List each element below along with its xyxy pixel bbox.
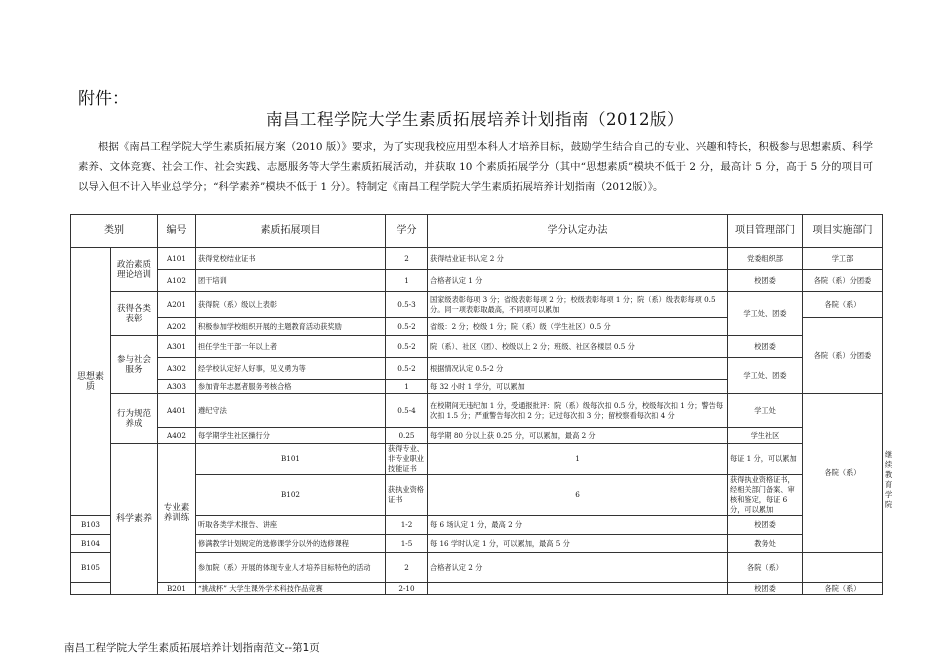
- row-impl: 各院（系）: [803, 583, 883, 595]
- row-manage: 学工处、团委: [728, 292, 803, 336]
- row-impl: 学工部: [803, 248, 883, 270]
- row-impl: 各院（系）: [803, 394, 883, 553]
- row-credit: 2: [386, 248, 428, 270]
- table-row: [71, 358, 883, 380]
- row-manage: 学工处: [728, 394, 803, 428]
- row-item: 担任学生干部一年以上者: [196, 336, 386, 358]
- subcategory-shehui: 参与社会服务: [111, 336, 158, 394]
- row-method: 根据情况认定 0.5-2 分: [428, 358, 728, 380]
- row-item: 获得专业、非专业职业技能证书: [386, 444, 428, 475]
- table-row: [71, 292, 883, 318]
- row-method: [428, 583, 728, 595]
- row-manage: 教务处: [728, 535, 803, 553]
- row-method: 在校期间无违纪加 1 分，受通报批评：院（系）级每次扣 0.5 分，校级每次扣 1 分；警告每次扣 1.5 分；严重警告每次扣 2 分；记过每次扣 3 分；留校察看每次扣 4 分: [428, 394, 728, 428]
- row-method: 院（系）、社区（团）、校级以上 2 分；班级、社区各楼层 0.5 分: [428, 336, 728, 358]
- empty-cell: [71, 583, 111, 595]
- row-credit: 0.5-3: [386, 292, 428, 318]
- row-method: 获得结业证书认定 2 分: [428, 248, 728, 270]
- row-method: 获得执业资格证书，经相关部门备案、审核和鉴定，每证 6 分，可以累加: [728, 475, 803, 516]
- row-credit: 0.5-2: [386, 358, 428, 380]
- row-code: A202: [158, 318, 196, 336]
- row-item: 参加青年志愿者服务考核合格: [196, 380, 386, 394]
- row-manage: 校团委: [728, 336, 803, 358]
- row-item: 经学校认定好人好事，见义勇为等: [196, 358, 386, 380]
- row-manage: 党委组织部: [728, 248, 803, 270]
- row-item: 听取各类学术报告、讲座: [196, 516, 386, 535]
- row-code: A101: [158, 248, 196, 270]
- category-sixiang: 思想素质: [71, 248, 111, 516]
- row-method: 每 16 学时认定 1 分，可以累加，最高 5 分: [428, 535, 728, 553]
- row-credit: 6: [428, 475, 728, 516]
- row-impl: 各院（系）: [803, 292, 883, 318]
- table-row: [71, 428, 883, 444]
- row-manage: 校团委: [728, 583, 803, 595]
- row-code: A102: [158, 270, 196, 292]
- header-code: 编号: [158, 215, 196, 248]
- table-row: [71, 336, 883, 358]
- row-code: A201: [158, 292, 196, 318]
- row-credit: 0.5-2: [386, 336, 428, 358]
- table-row: [71, 583, 883, 595]
- subcategory-biaozhang: 获得各类表彰: [111, 292, 158, 336]
- row-method: 合格者认定 2 分: [428, 553, 728, 583]
- row-code: A401: [158, 394, 196, 428]
- row-manage: 校团委: [728, 270, 803, 292]
- row-manage: 各院（系）: [728, 553, 803, 583]
- row-manage: 学工处、团委: [728, 358, 803, 394]
- row-code: A303: [158, 380, 196, 394]
- intro-paragraph: 根据《南昌工程学院大学生素质拓展方案（2010 版）》要求，为了实现我校应用型本科人才培养目标，鼓励学生结合自己的专业、兴趣和特长，积极参与思想素质、科学素养、文体竞赛、社会工作、社会实践、志愿服务等大学生素质拓展活动，并获取 10 个素质拓展学分（其中“思想素质”模块不低于 2 分，最高计 5 分，高于 5 分的项目可以导入但不计入毕业总学分；“科学素养”模块不低于 1 分）。特制定《南昌工程学院大学生素质拓展培养计划指南（2012版）》。: [78, 141, 873, 193]
- row-item: 修满教学计划规定的选修课学分以外的选修课程: [196, 535, 386, 553]
- empty-cell: [803, 553, 883, 583]
- subcategory-zhengzhi: 政治素质理论培训: [111, 248, 158, 292]
- row-impl: 各院（系）分团委: [803, 270, 883, 292]
- row-credit: 2-10: [386, 583, 428, 595]
- header-impl: 项目实施部门: [803, 215, 883, 248]
- row-credit: 0.25: [386, 428, 428, 444]
- header-manage: 项目管理部门: [728, 215, 803, 248]
- row-credit: 1: [386, 380, 428, 394]
- header-item: 素质拓展项目: [196, 215, 386, 248]
- row-code: A301: [158, 336, 196, 358]
- row-code: B104: [71, 535, 111, 553]
- header-credit: 学分: [386, 215, 428, 248]
- row-method: 合格者认定 1 分: [428, 270, 728, 292]
- header-method: 学分认定办法: [428, 215, 728, 248]
- row-code: B201: [158, 583, 196, 595]
- row-item: 参加院（系）开展的体现专业人才培养目标特色的活动: [196, 553, 386, 583]
- row-credit: 0.5-4: [386, 394, 428, 428]
- table-row: [71, 270, 883, 292]
- row-code: B105: [71, 553, 111, 583]
- row-credit: 0.5-2: [386, 318, 428, 336]
- row-credit: 1-2: [386, 516, 428, 535]
- row-item: 团干培训: [196, 270, 386, 292]
- row-item: 获执业资格证书: [386, 475, 428, 516]
- row-credit: 2: [386, 553, 428, 583]
- row-method: 省级：2 分；校级 1 分；院（系）级（学生社区）0.5 分: [428, 318, 728, 336]
- table-row: 科学素养 专业素养训练 B101 获得专业、非专业职业技能证书 1 每证 1 分，可以累加 继续教育学院: [71, 444, 883, 475]
- row-item: 积极参加学校组织开展的主题教育活动获奖励: [196, 318, 386, 336]
- header-row: [71, 215, 883, 248]
- page-footer: 南昌工程学院大学生素质拓展培养计划指南范文--第1页: [64, 642, 320, 654]
- table-row: [71, 248, 883, 270]
- header-category: 类别: [71, 215, 158, 248]
- row-item: 获得院（系）级以上表彰: [196, 292, 386, 318]
- row-code: A402: [158, 428, 196, 444]
- subcategory-xingwei: 行为规范养成: [111, 394, 158, 444]
- plan-table: [70, 214, 893, 595]
- row-credit: 1: [428, 444, 728, 475]
- row-impl: 各院（系）分团委: [803, 318, 883, 394]
- row-item: 遵纪守法: [196, 394, 386, 428]
- row-code: A302: [158, 358, 196, 380]
- category-kexue: 科学素养: [111, 444, 158, 595]
- row-method: 每 32 小时 1 学分，可以累加: [428, 380, 728, 394]
- row-method: 国家级表彰每项 3 分；省级表彰每项 2 分；校级表彰每项 1 分；院（系）级表彰每项 0.5 分。同一项表彰取最高，不同项可以累加: [428, 292, 728, 318]
- row-code: B103: [71, 516, 111, 535]
- row-credit: 1-5: [386, 535, 428, 553]
- subcategory-zhuanye: 专业素养训练: [158, 444, 196, 583]
- row-manage: 学生社区: [728, 428, 803, 444]
- row-method: 每学期 80 分以上获 0.25 分，可以累加，最高 2 分: [428, 428, 728, 444]
- row-method: 每证 1 分，可以累加: [728, 444, 803, 475]
- row-item: 获得党校结业证书: [196, 248, 386, 270]
- row-code: B101: [196, 444, 386, 475]
- row-item: 每学期学生社区操行分: [196, 428, 386, 444]
- row-code: B102: [196, 475, 386, 516]
- row-method: 每 6 场认定 1 分，最高 2 分: [428, 516, 728, 535]
- row-manage: 校团委: [728, 516, 803, 535]
- row-item: “挑战杯” 大学生课外学术科技作品竞赛: [196, 583, 386, 595]
- row-credit: 1: [386, 270, 428, 292]
- attachment-label: 附件：: [78, 89, 129, 109]
- page-title: 南昌工程学院大学生素质拓展培养计划指南（2012版）: [266, 110, 684, 129]
- table-row: [71, 394, 883, 428]
